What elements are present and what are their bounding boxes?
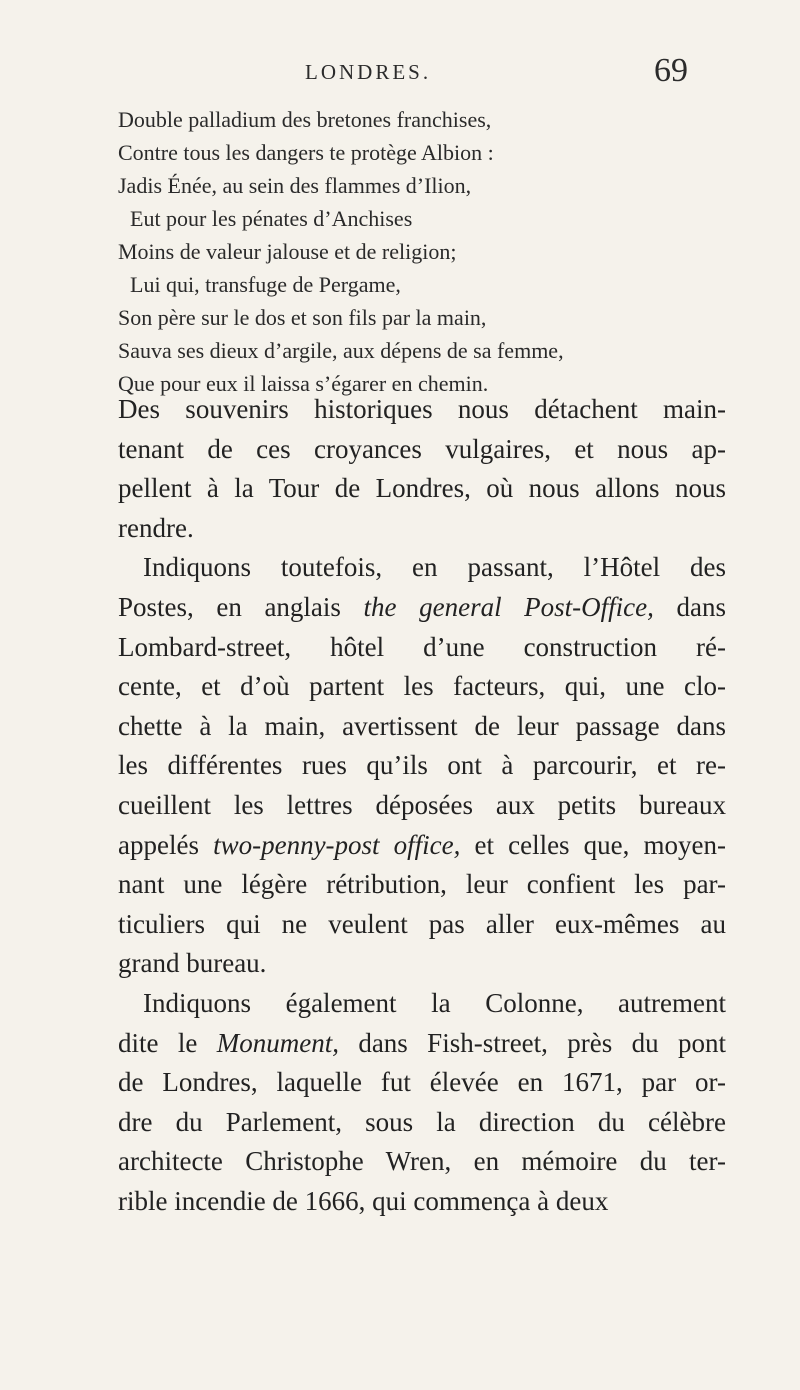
verse-line: Eut pour les pénates d’Anchises [130, 206, 413, 231]
prose-line [118, 707, 726, 747]
prose-line [118, 905, 726, 945]
text-run: cente, et d’où partent les facteurs, qui, une clo- [118, 671, 726, 702]
text-run: ticuliers qui ne veulent pas aller eux-mêmes au [118, 908, 726, 939]
text-run: architecte Christophe Wren, en mémoire du ter- [118, 1146, 726, 1177]
prose-line [118, 588, 726, 628]
verse-line: Son père sur le dos et son fils par la main, [118, 305, 487, 330]
text-run: rendre. [118, 512, 194, 543]
text-run: appelés [118, 829, 214, 860]
verse-line: Double palladium des bretones franchises, [118, 107, 492, 132]
italic-phrase: two-penny-post office, [213, 829, 461, 860]
prose-line [118, 865, 726, 905]
prose-line [118, 628, 726, 668]
verse-line: Que pour eux il laissa s’égarer en chemin. [118, 371, 489, 396]
text-run: dans [653, 591, 726, 622]
prose-line [118, 509, 726, 549]
prose-line [118, 390, 726, 430]
prose-line [118, 1024, 726, 1064]
prose-line [118, 984, 726, 1024]
text-run: dans Fish-street, près du pont [338, 1027, 726, 1058]
verse-line: Lui qui, transfuge de Pergame, [130, 272, 401, 297]
prose-line [118, 944, 726, 984]
text-run: Des souvenirs historiques nous détachent main- [118, 394, 726, 424]
prose-line [118, 1182, 726, 1222]
prose-line [118, 548, 726, 588]
text-run: chette à la main, avertissent de leur passage dans [118, 710, 726, 741]
prose-line [118, 746, 726, 786]
page-header [0, 52, 800, 92]
text-run: pellent à la Tour de Londres, où nous allons nous [118, 473, 726, 504]
verse-line: Sauva ses dieux d’argile, aux dépens de sa femme, [118, 338, 564, 363]
prose-passage [118, 390, 726, 1221]
verse-line: Contre tous les dangers te protège Albion : [118, 140, 494, 165]
text-run: nant une légère rétribution, leur confient les par- [118, 869, 726, 900]
text-run: Postes, en anglais [118, 591, 364, 622]
text-run: grand bureau. [118, 948, 267, 979]
italic-phrase: the general Post-Office, [363, 591, 654, 622]
text-run: dite le [118, 1027, 217, 1058]
text-run: de Londres, laquelle fut élevée en 1671, par or- [118, 1067, 726, 1098]
prose-line [118, 1063, 726, 1103]
prose-line [118, 667, 726, 707]
prose-line [118, 786, 726, 826]
verse-line: Jadis Énée, au sein des flammes d’Ilion, [118, 173, 472, 198]
text-run: Lombard-street, hôtel d’une construction ré- [118, 631, 726, 662]
text-run: rible incendie de 1666, qui commença à deux [118, 1185, 609, 1216]
text-run: Indiquons toutefois, en passant, l’Hôtel des [143, 552, 726, 583]
prose-line [118, 469, 726, 509]
text-run: et celles que, moyen- [460, 829, 726, 860]
prose-line [118, 1103, 726, 1143]
text-run: dre du Parlement, sous la direction du célèbre [118, 1106, 726, 1137]
page-number: 69 [654, 52, 688, 89]
text-run: les différentes rues qu’ils ont à parcourir, et re- [118, 750, 726, 781]
italic-phrase: Monument, [216, 1027, 339, 1058]
running-head: LONDRES. [305, 60, 432, 84]
prose-line [118, 826, 726, 866]
text-run: cueillent les lettres déposées aux petits bureaux [118, 789, 726, 820]
prose-line [118, 1142, 726, 1182]
verse-line: Moins de valeur jalouse et de religion; [118, 239, 457, 264]
verse-passage [118, 103, 718, 400]
prose-line [118, 430, 726, 470]
text-run: Indiquons également la Colonne, autrement [143, 987, 726, 1018]
text-run: tenant de ces croyances vulgaires, et nous ap- [118, 433, 726, 464]
